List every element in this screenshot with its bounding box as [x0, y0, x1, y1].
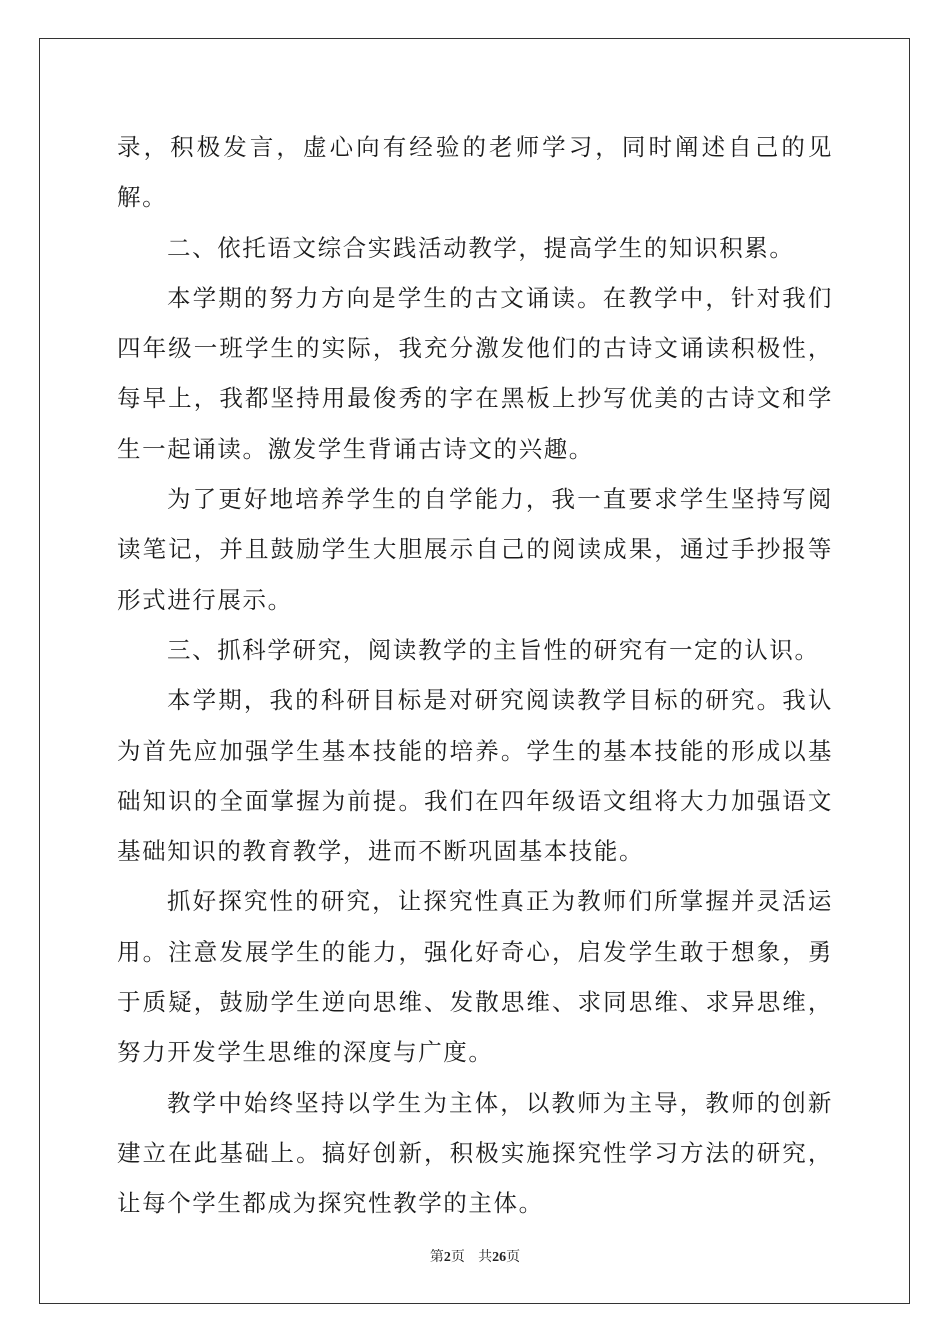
paragraph-6: 本学期，我的科研目标是对研究阅读教学目标的研究。我认为首先应加强学生基本技能的培养。学生的基本技能的形成以基础知识的全面掌握为前提。我们在四年级语文组将大力加强语文基础知识的教育教学，进而不断巩固基本技能。: [117, 686, 833, 866]
total-prefix: 共: [478, 1250, 493, 1265]
page-prefix: 第: [429, 1250, 444, 1265]
paragraph-7: 抓好探究性的研究，让探究性真正为教师们所掌握并灵活运用。注意发展学生的能力，强化好奇心，启发学生敢于想象，勇于质疑，鼓励学生逆向思维、发散思维、求同思维、求异思维，努力开发学生思维的深度与广度。: [117, 887, 833, 1067]
document-body: [117, 122, 833, 1229]
page-footer: [0, 1246, 950, 1266]
section-heading-3: 三、抓科学研究，阅读教学的主旨性的研究有一定的认识。: [167, 635, 820, 664]
current-page-number: 2: [443, 1250, 451, 1265]
page-suffix: 页: [450, 1250, 465, 1265]
paragraph-3: 本学期的努力方向是学生的古文诵读。在教学中，针对我们四年级一班学生的实际，我充分激发他们的古诗文诵读积极性，每早上，我都坚持用最俊秀的字在黑板上抄写优美的古诗文和学生一起诵读。激发学生背诵古诗文的兴趣。: [117, 283, 833, 463]
paragraph-4: 为了更好地培养学生的自学能力，我一直要求学生坚持写阅读笔记，并且鼓励学生大胆展示自己的阅读成果，通过手抄报等形式进行展示。: [117, 485, 833, 614]
section-heading-2: 二、依托语文综合实践活动教学，提高学生的知识积累。: [167, 233, 795, 262]
total-suffix: 页: [506, 1250, 521, 1265]
total-pages-number: 26: [492, 1250, 507, 1265]
paragraph-1: 录，积极发言，虚心向有经验的老师学习，同时阐述自己的见解。: [117, 133, 833, 212]
paragraph-8: 教学中始终坚持以学生为主体，以教师为主导，教师的创新建立在此基础上。搞好创新，积极实施探究性学习方法的研究，让每个学生都成为探究性教学的主体。: [117, 1088, 833, 1218]
